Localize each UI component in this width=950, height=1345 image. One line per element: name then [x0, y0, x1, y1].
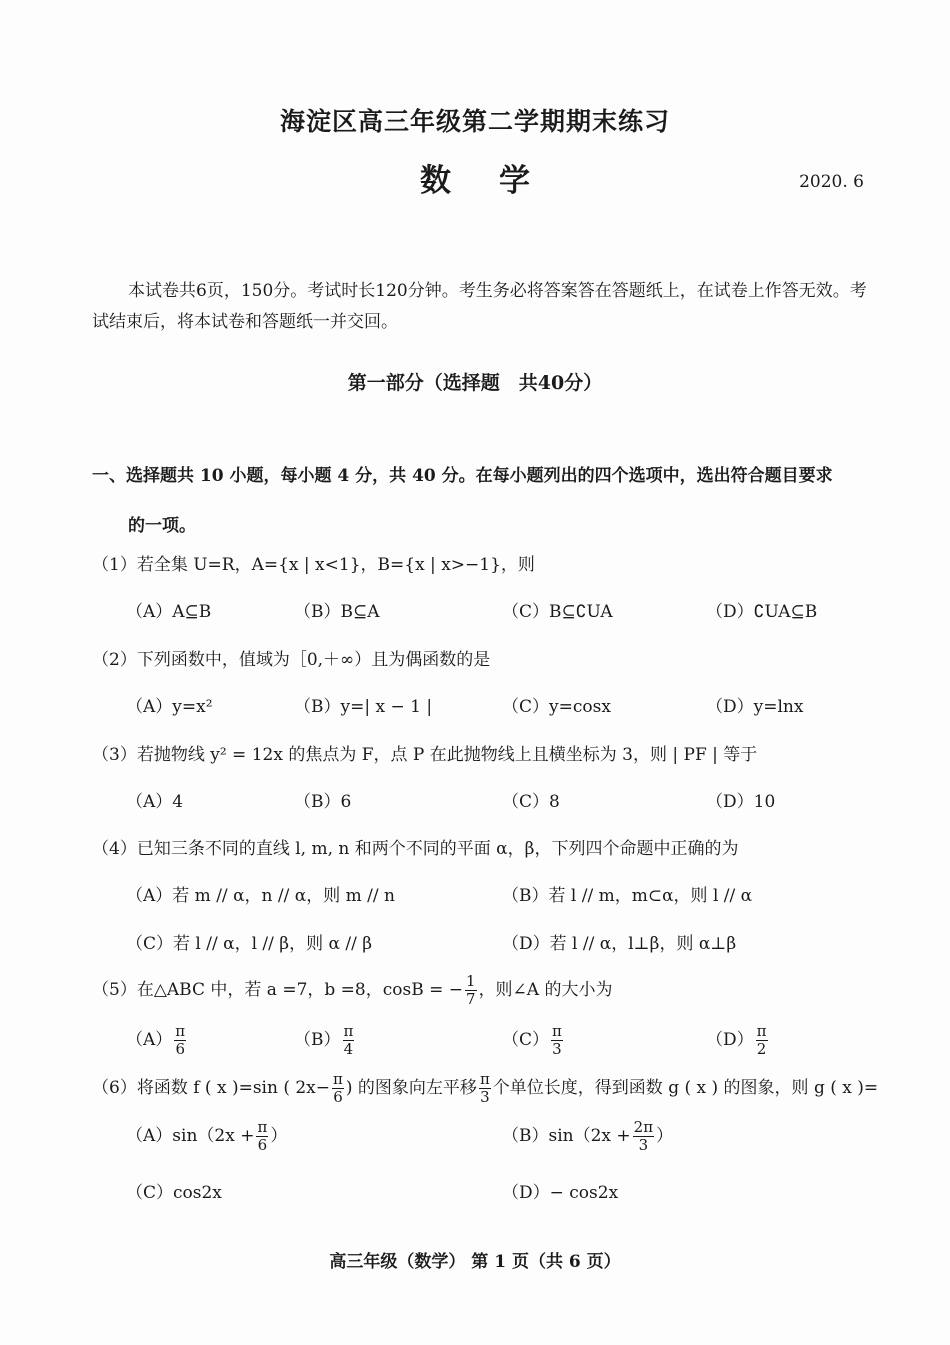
section-heading-line2: 的一项。	[128, 516, 196, 536]
question-6-option-d: （D）− cos2x	[502, 1183, 619, 1203]
page-footer: 高三年级（数学） 第 1 页（共 6 页）	[329, 1252, 621, 1272]
question-1-option-a: （A）A⊆B	[126, 602, 212, 622]
question-3-option-c: （C）8	[502, 792, 560, 812]
question-5-stem-part2: ，则∠A 的大小为	[478, 980, 613, 1000]
question-3-option-a: （A）4	[126, 792, 184, 812]
fraction: $\frac{\pi}{2}$	[756, 1022, 767, 1058]
question-1-stem: （1）若全集 U=R，A={x | x<1}，B={x | x>−1}，则	[92, 555, 535, 575]
section-heading	[92, 451, 868, 551]
question-2-option-b: （B）y=| x − 1 |	[294, 697, 433, 717]
fraction: $\frac{\pi}{3}$	[552, 1022, 562, 1058]
exam-instructions: 本试卷共6页，150分。考试时长120分钟。考生务必将答案答在答题纸上，在试卷上作答无效。考试结束后，将本试卷和答题纸一并交回。	[92, 281, 867, 332]
question-4-option-b: （B）若 l // m，m⊂α，则 l // α	[502, 886, 753, 906]
question-2-option-a: （A）y=x²	[126, 697, 213, 717]
fraction: $\frac{\pi}{6}$	[257, 1118, 268, 1154]
subject-title: 数学	[420, 163, 578, 199]
question-6-option-a: （A）sin（2x + $\frac{\pi}{6}$ ）	[126, 1118, 288, 1154]
fraction: $\frac{1}{7}$	[466, 972, 476, 1008]
exam-date: 2020. 6	[799, 172, 864, 192]
question-5-stem	[92, 974, 613, 1007]
question-1-option-d: （D）∁UA⊆B	[706, 602, 818, 622]
question-5-stem-part1: （5）在△ABC 中，若 a =7，b =8，cosB = −	[92, 980, 464, 1000]
fraction: $\frac{\pi}{6}$	[333, 1070, 343, 1106]
question-4-stem: （4）已知三条不同的直线 l, m, n 和两个不同的平面 α，β，下列四个命题中正确的为	[92, 839, 739, 859]
question-6-option-b: （B）sin（2x + $\frac{2\pi}{3}$ ）	[502, 1118, 674, 1154]
question-2-option-d: （D）y=lnx	[706, 697, 804, 717]
question-2-stem: （2）下列函数中，值域为［0,＋∞）且为偶函数的是	[92, 650, 491, 670]
question-3-option-b: （B）6	[294, 792, 352, 812]
question-1-option-b: （B）B⊆A	[294, 602, 380, 622]
question-3-option-d: （D）10	[706, 792, 776, 812]
question-6-option-c: （C）cos2x	[126, 1183, 222, 1203]
question-5-option-a: （A） $\frac{\pi}{6}$	[126, 1022, 186, 1058]
question-3-stem: （3）若抛物线 y² = 12x 的焦点为 F，点 P 在此抛物线上且横坐标为 3，则 | PF | 等于	[92, 745, 758, 765]
question-4-option-d: （D）若 l // α，l⊥β，则 α⊥β	[502, 934, 737, 954]
fraction: $\frac{\pi}{3}$	[479, 1070, 490, 1106]
question-4-option-a: （A）若 m // α，n // α，则 m // n	[126, 886, 395, 906]
part-title: 第一部分（选择题 共40分）	[347, 372, 603, 394]
question-5-option-d: （D） $\frac{\pi}{2}$	[706, 1022, 767, 1058]
question-2-option-c: （C）y=cosx	[502, 697, 611, 717]
section-heading-line1: 一、选择题共 10 小题，每小题 4 分，共 40 分。在每小题列出的四个选项中，选出符合题目要求	[92, 466, 833, 486]
exam-title: 海淀区高三年级第二学期期末练习	[279, 107, 670, 136]
question-5-option-c: （C） $\frac{\pi}{3}$	[502, 1022, 562, 1058]
question-4-option-c: （C）若 l // α，l // β，则 α // β	[126, 934, 373, 954]
question-6-stem: （6）将函数 f ( x )=sin ( 2x− $\frac{\pi}{6}$ ) 的图象向左平移 $\frac{\pi}{3}$ 个单位长度，得到函数 g ( x ) 的图象，则 g ( x )=	[92, 1070, 879, 1106]
fraction: $\frac{2\pi}{3}$	[633, 1118, 654, 1154]
question-1-option-c: （C）B⊆∁UA	[502, 602, 613, 622]
fraction: $\frac{\pi}{4}$	[343, 1022, 354, 1058]
fraction: $\frac{\pi}{6}$	[175, 1022, 186, 1058]
question-5-option-b: （B） $\frac{\pi}{4}$	[294, 1022, 354, 1058]
